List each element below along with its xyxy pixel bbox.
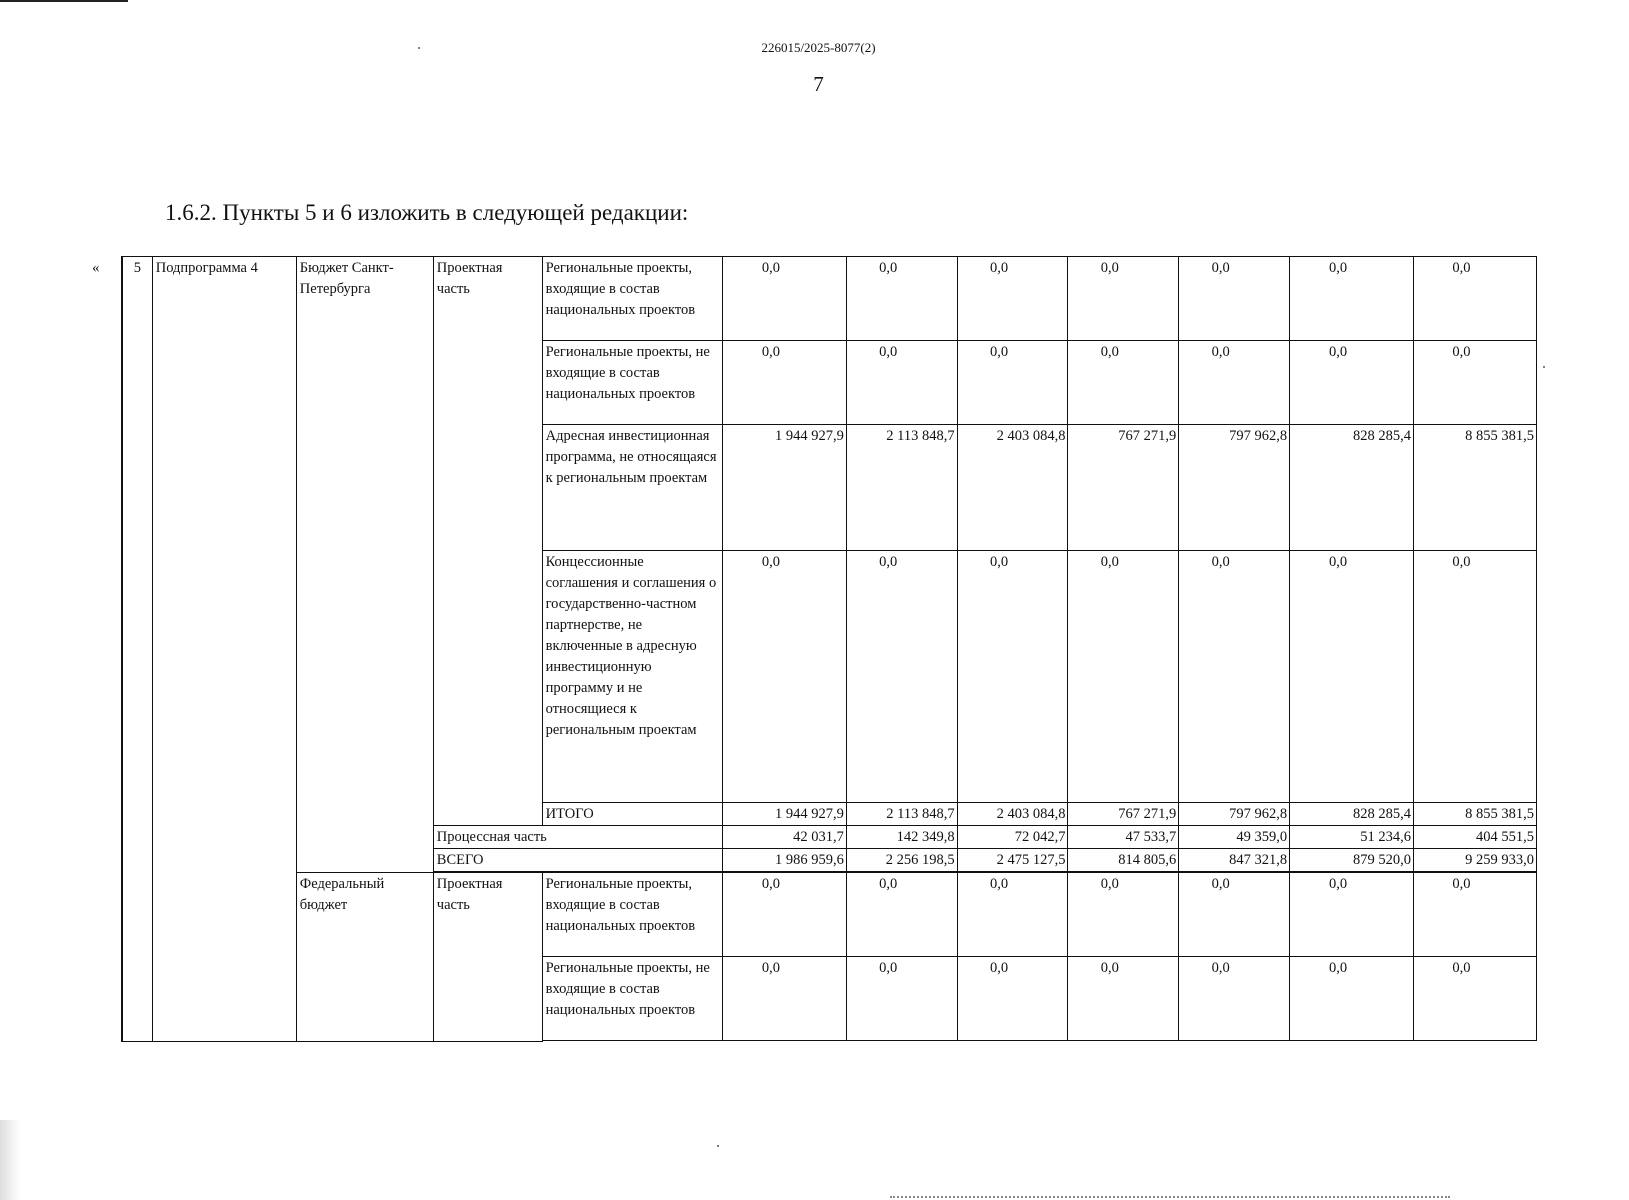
document-number: 226015/2025-8077(2): [761, 40, 876, 55]
value-cell: 0,0: [957, 257, 1068, 341]
page-number: 7: [813, 72, 824, 96]
value-cell: 0,0: [1068, 873, 1179, 957]
value-cell: 2 403 084,8: [957, 425, 1068, 551]
row-label: Региональные проекты, входящие в состав национальных проектов: [542, 873, 722, 957]
value-cell: 0,0: [1290, 257, 1414, 341]
value-cell: 0,0: [722, 551, 846, 803]
row-label: ИТОГО: [542, 803, 722, 826]
value-cell: 1 944 927,9: [722, 803, 846, 826]
value-cell: 9 259 933,0: [1413, 849, 1536, 872]
value-cell: 8 855 381,5: [1413, 803, 1536, 826]
value-cell: 828 285,4: [1290, 425, 1414, 551]
budget-spb-label: Бюджет Санкт-Петербурга: [296, 257, 433, 873]
value-cell: 814 805,6: [1068, 849, 1179, 872]
value-cell: 2 256 198,5: [846, 849, 957, 872]
value-cell: 0,0: [1290, 957, 1414, 1041]
table-row: [122, 873, 1537, 957]
value-cell: 0,0: [1413, 551, 1536, 803]
table-row: [122, 257, 1537, 341]
value-cell: 0,0: [1068, 341, 1179, 425]
value-cell: 2 113 848,7: [846, 803, 957, 826]
scan-speck: [1543, 366, 1545, 368]
value-cell: 0,0: [1179, 341, 1290, 425]
value-cell: 2 403 084,8: [957, 803, 1068, 826]
value-cell: 0,0: [1413, 257, 1536, 341]
value-cell: 767 271,9: [1068, 425, 1179, 551]
spacer-cell: [542, 1041, 1536, 1042]
value-cell: 0,0: [1179, 551, 1290, 803]
value-cell: 2 113 848,7: [846, 425, 957, 551]
value-cell: 8 855 381,5: [1413, 425, 1536, 551]
value-cell: 0,0: [1068, 551, 1179, 803]
value-cell: 767 271,9: [1068, 803, 1179, 826]
value-cell: 0,0: [1413, 341, 1536, 425]
project-part-label: Проектная часть: [433, 873, 542, 1042]
value-cell: 0,0: [1290, 551, 1414, 803]
scan-edge-shadow: [0, 1120, 20, 1200]
row-label: Региональные проекты, не входящие в состав национальных проектов: [542, 957, 722, 1041]
top-rule: [0, 0, 128, 2]
scan-speck: [717, 1145, 719, 1147]
value-cell: 0,0: [722, 957, 846, 1041]
scan-bottom-noise: [890, 1196, 1450, 1200]
value-cell: 828 285,4: [1290, 803, 1414, 826]
value-cell: 0,0: [1179, 957, 1290, 1041]
value-cell: 49 359,0: [1179, 826, 1290, 849]
value-cell: 797 962,8: [1179, 425, 1290, 551]
value-cell: 0,0: [957, 873, 1068, 957]
opening-quote: «: [92, 260, 100, 276]
value-cell: 404 551,5: [1413, 826, 1536, 849]
budget-federal-label: Федеральный бюджет: [296, 873, 433, 1042]
value-cell: 847 321,8: [1179, 849, 1290, 872]
value-cell: 0,0: [846, 551, 957, 803]
row-label: Концессионные соглашения и соглашения о государственно-частном партнерстве, не включенные в адресную инвестиционную программу и не относящиеся к региональным проектам: [542, 551, 722, 803]
value-cell: 0,0: [1179, 873, 1290, 957]
value-cell: 0,0: [1290, 341, 1414, 425]
value-cell: 1 986 959,6: [722, 849, 846, 872]
value-cell: 0,0: [1068, 957, 1179, 1041]
value-cell: 0,0: [846, 957, 957, 1041]
budget-table: [121, 256, 1537, 1042]
value-cell: 2 475 127,5: [957, 849, 1068, 872]
value-cell: 0,0: [1068, 257, 1179, 341]
row-label: Региональные проекты, не входящие в состав национальных проектов: [542, 341, 722, 425]
value-cell: 47 533,7: [1068, 826, 1179, 849]
section-heading: 1.6.2. Пункты 5 и 6 изложить в следующей редакции:: [165, 200, 689, 225]
value-cell: 0,0: [1179, 257, 1290, 341]
value-cell: 0,0: [846, 257, 957, 341]
value-cell: 1 944 927,9: [722, 425, 846, 551]
value-cell: 0,0: [722, 257, 846, 341]
row-index: 5: [122, 257, 152, 1042]
scan-speck: [418, 47, 420, 49]
value-cell: 0,0: [846, 341, 957, 425]
value-cell: 0,0: [957, 957, 1068, 1041]
row-label: Региональные проекты, входящие в состав национальных проектов: [542, 257, 722, 341]
value-cell: 879 520,0: [1290, 849, 1414, 872]
value-cell: 0,0: [1413, 873, 1536, 957]
value-cell: 0,0: [846, 873, 957, 957]
value-cell: 51 234,6: [1290, 826, 1414, 849]
value-cell: 142 349,8: [846, 826, 957, 849]
value-cell: 0,0: [722, 341, 846, 425]
subprogram-label: Подпрограмма 4: [152, 257, 296, 1042]
project-part-label: Проектная часть: [433, 257, 542, 826]
value-cell: 42 031,7: [722, 826, 846, 849]
value-cell: 0,0: [722, 873, 846, 957]
value-cell: 0,0: [957, 341, 1068, 425]
value-cell: 0,0: [1413, 957, 1536, 1041]
value-cell: 0,0: [1290, 873, 1414, 957]
value-cell: 0,0: [957, 551, 1068, 803]
value-cell: 797 962,8: [1179, 803, 1290, 826]
total-label: ВСЕГО: [433, 849, 722, 872]
value-cell: 72 042,7: [957, 826, 1068, 849]
process-part-label: Процессная часть: [433, 826, 722, 849]
row-label: Адресная инвестиционная программа, не относящаяся к региональным проектам: [542, 425, 722, 551]
